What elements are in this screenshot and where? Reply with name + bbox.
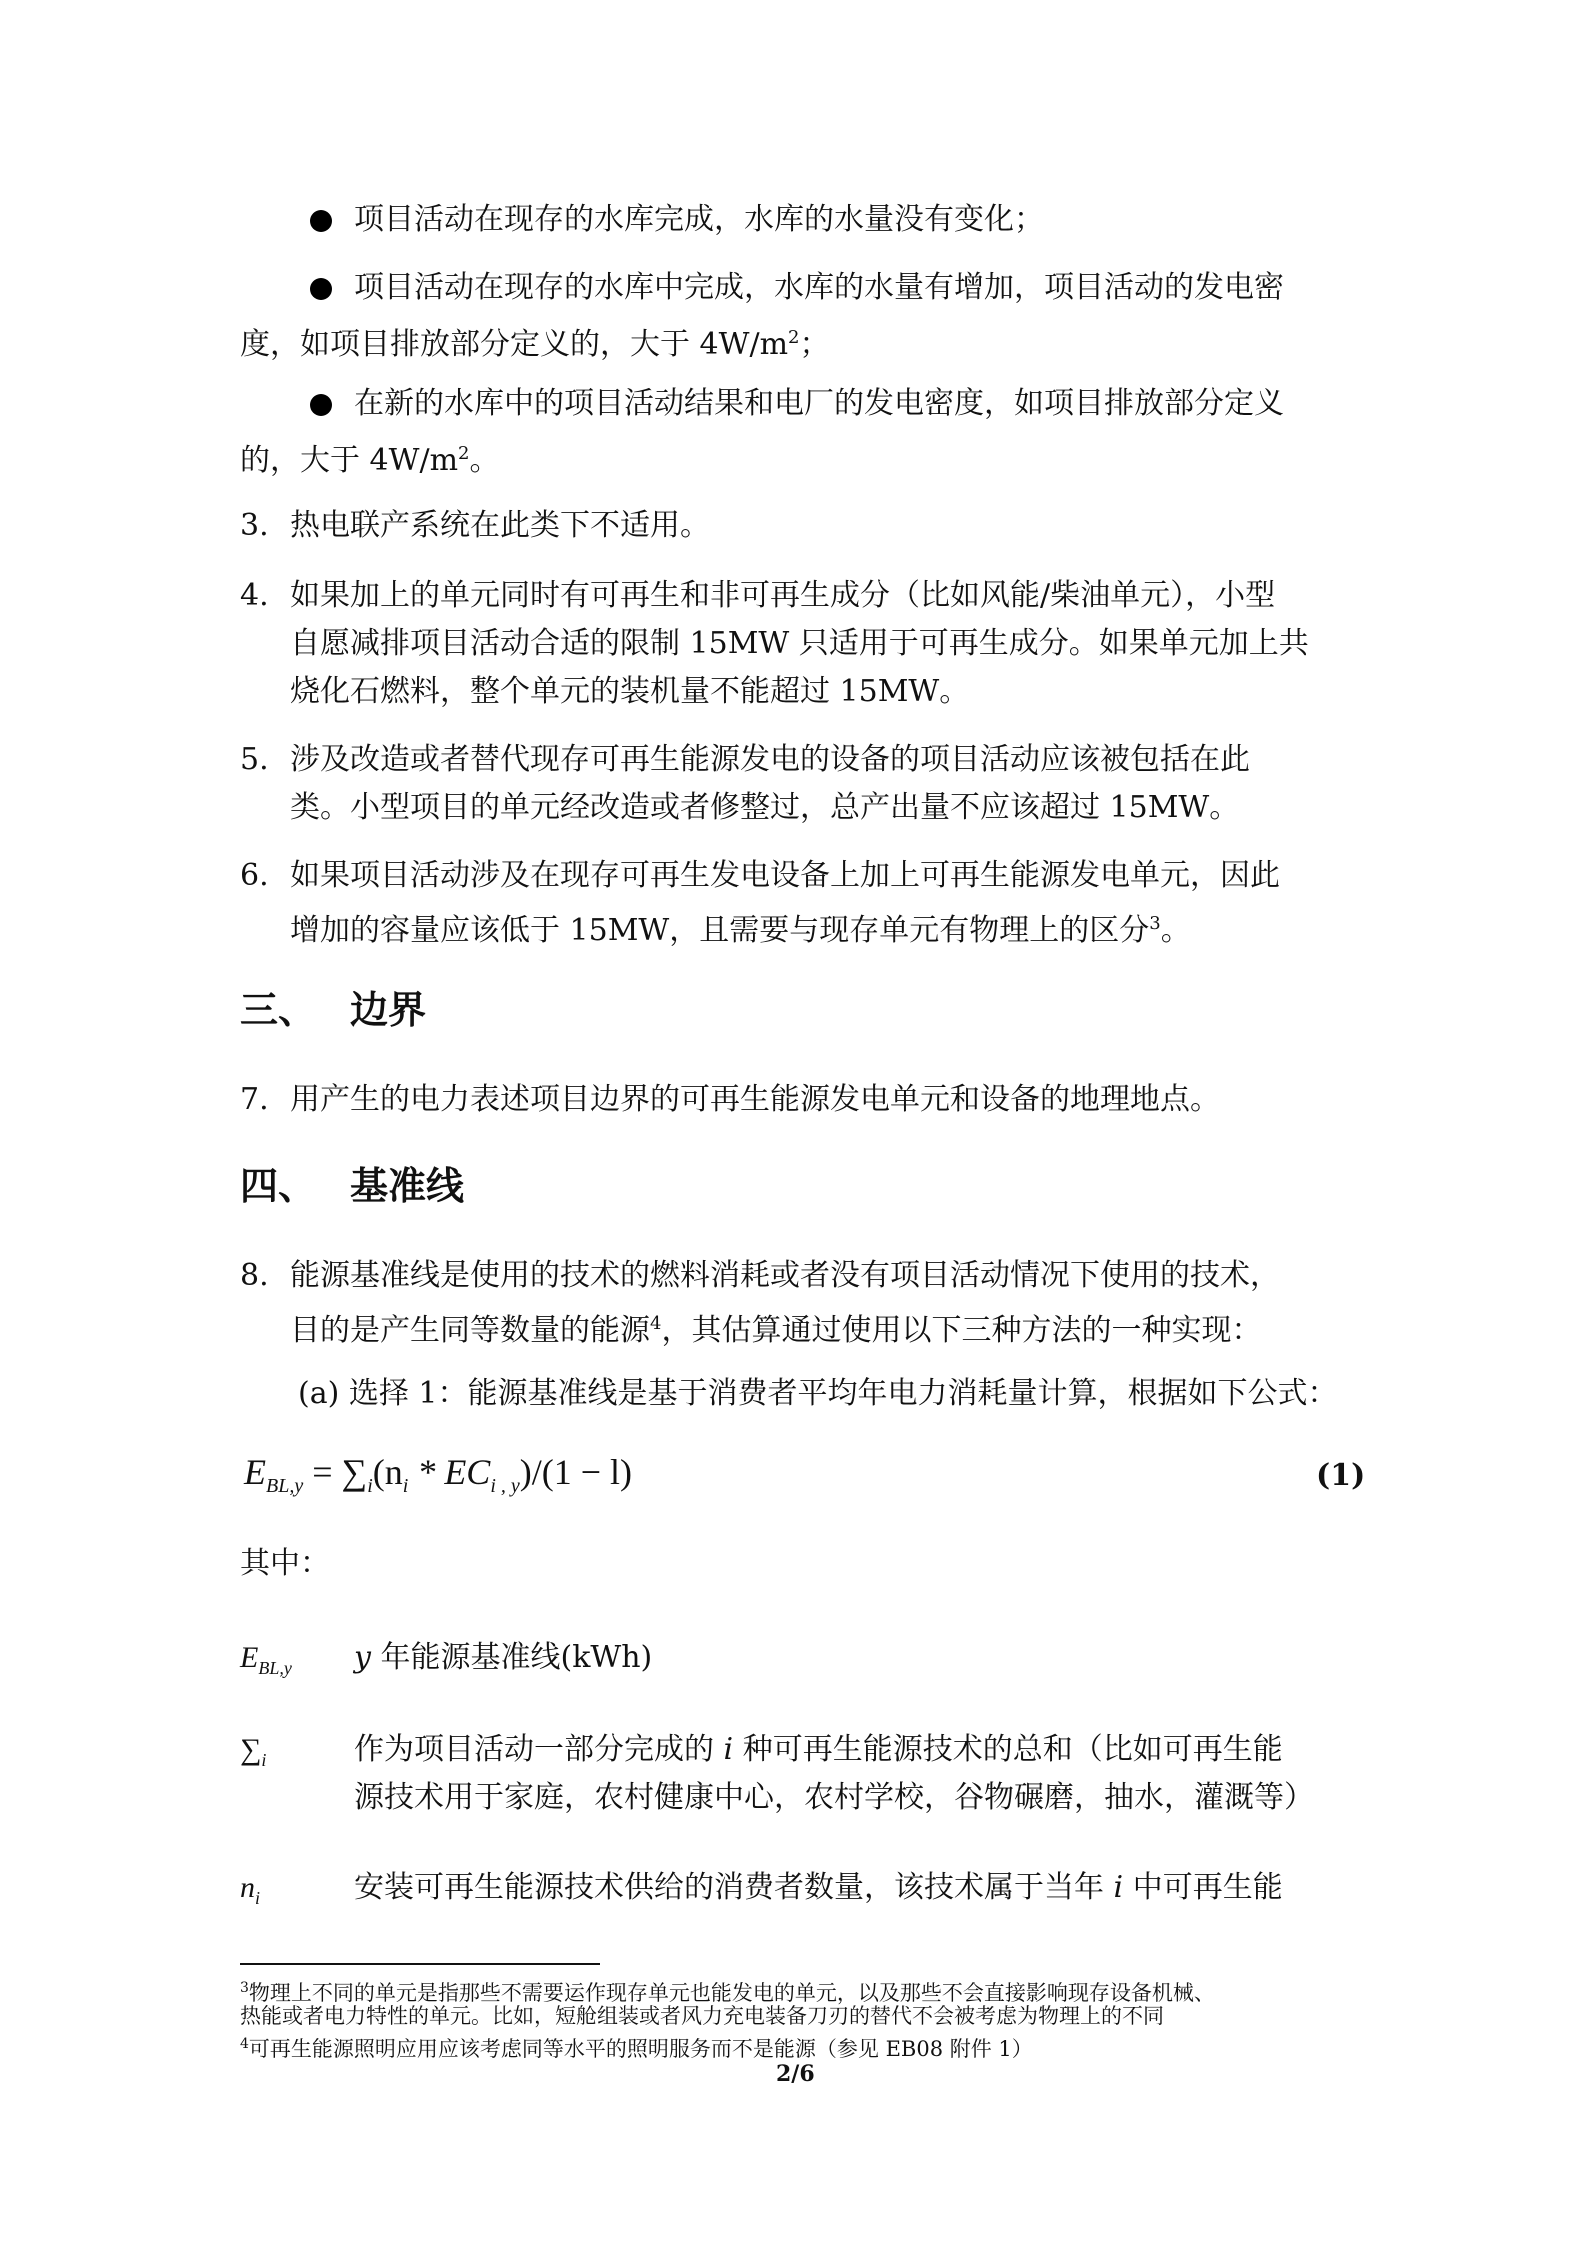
section-title: 边界 — [350, 987, 427, 1032]
item-6-line-2 — [290, 904, 1191, 951]
italic-var: y — [354, 1640, 371, 1675]
section-heading-baseline — [240, 1162, 464, 1210]
item-number: 7. — [240, 1082, 269, 1117]
item-number: 8. — [240, 1258, 269, 1293]
item-4-line-1: 如果加上的单元同时有可再生和非可再生成分（比如风能/柴油单元），小型 — [290, 578, 1276, 613]
definition-1-text — [354, 1638, 652, 1678]
italic-var: i — [723, 1732, 734, 1767]
item-number: 6. — [240, 858, 269, 893]
bullet-icon — [310, 210, 332, 232]
definition-3-line-1 — [354, 1868, 1283, 1908]
bullet-3-text: 的，大于 4W/m — [240, 443, 459, 478]
definition-symbol — [240, 1730, 266, 1780]
item-3-line-1: 热电联产系统在此类下不适用。 — [290, 508, 710, 543]
definition-2-desc-cont: 种可再生能源技术的总和（比如可再生能 — [733, 1732, 1283, 1767]
formula-ec: * EC — [408, 1452, 491, 1492]
definition-1-desc: 年能源基准线(kWh) — [370, 1640, 653, 1675]
definition-2-line-1 — [354, 1730, 1283, 1770]
formula-lhs-sub: BL,y — [266, 1475, 304, 1498]
item-8-text-cont: ，其估算通过使用以下三种方法的一种实现： — [661, 1313, 1262, 1348]
definition-3-desc: 安装可再生能源技术供给的消费者数量，该技术属于当年 — [354, 1870, 1114, 1905]
where-label: 其中： — [240, 1546, 330, 1581]
symbol-sub: i — [261, 1750, 267, 1770]
item-8-text: 目的是产生同等数量的能源 — [290, 1313, 650, 1348]
symbol-sub: BL,y — [258, 1658, 292, 1678]
footnote-4 — [240, 2030, 1033, 2063]
item-5-line-1: 涉及改造或者替代现存可再生能源发电的设备的项目活动应该被包括在此 — [290, 742, 1250, 777]
footnote-ref: 3 — [1149, 913, 1161, 934]
footnote-marker: 4 — [240, 2036, 249, 2052]
bullet-3-line-2 — [240, 434, 499, 481]
formula-ec-sub: i , y — [490, 1475, 520, 1498]
symbol-main: E — [240, 1641, 259, 1674]
bullet-2-line-1: 项目活动在现存的水库中完成，水库的水量有增加，项目活动的发电密 — [354, 270, 1284, 305]
section-title: 基准线 — [350, 1163, 465, 1208]
item-number: 5. — [240, 742, 269, 777]
italic-var: i — [1113, 1870, 1124, 1905]
item-4-line-3: 烧化石燃料，整个单元的装机量不能超过 15MW。 — [290, 674, 970, 709]
option-a: (a) 选择 1：能源基准线是基于消费者平均年电力消耗量计算，根据如下公式： — [298, 1376, 1338, 1411]
bullet-3-punct: 。 — [469, 443, 500, 478]
bullet-2-line-2 — [240, 318, 829, 365]
item-number: 4. — [240, 578, 269, 613]
item-8-line-2 — [290, 1304, 1261, 1351]
footnote-3-text: 物理上不同的单元是指那些不需要运作现存单元也能发电的单元，以及那些不会直接影响现存设备机械、 — [248, 1981, 1215, 2005]
footnote-marker: 3 — [240, 1980, 249, 1996]
formula-sum-sub: i — [367, 1475, 373, 1498]
item-6-text: 增加的容量应该低于 15MW，且需要与现存单元有物理上的区分 — [290, 913, 1150, 948]
item-4-line-2: 自愿减排项目活动合适的限制 15MW 只适用于可再生成分。如果单元加上共 — [290, 626, 1309, 661]
bullet-1-line-1: 项目活动在现存的水库完成，水库的水量没有变化； — [354, 202, 1044, 237]
definition-2-desc: 作为项目活动一部分完成的 — [354, 1732, 724, 1767]
bullet-2-punct: ； — [799, 327, 830, 362]
page-number: 2/6 — [776, 2061, 815, 2087]
footnote-ref: 4 — [650, 1313, 662, 1334]
formula-lhs: E — [244, 1452, 266, 1492]
definition-symbol — [240, 1868, 260, 1918]
item-number: 3. — [240, 508, 269, 543]
formula-n-sub: i — [402, 1475, 409, 1498]
item-6-punct: 。 — [1160, 913, 1191, 948]
formula-n: (n — [372, 1452, 403, 1492]
footnote-divider — [240, 1963, 600, 1965]
section-number: 三、 — [240, 987, 317, 1032]
formula-close: )/(1 − l) — [519, 1452, 633, 1492]
bullet-2-text: 度，如项目排放部分定义的，大于 4W/m — [240, 327, 789, 362]
footnote-3-line-2: 热能或者电力特性的单元。比如，短舱组装或者风力充电装备刀刃的替代不会被考虑为物理上的不同 — [240, 2004, 1164, 2028]
symbol-main: ∑ — [240, 1733, 262, 1766]
formula-sum: = ∑ — [303, 1452, 368, 1492]
symbol-main: n — [240, 1871, 255, 1904]
definition-3-desc-cont: 中可再生能 — [1123, 1870, 1283, 1905]
definition-2-line-2: 源技术用于家庭，农村健康中心，农村学校，谷物碾磨，抽水，灌溉等） — [354, 1780, 1314, 1815]
definition-symbol — [240, 1638, 292, 1688]
section-number: 四、 — [240, 1163, 317, 1208]
footnote-4-text: 可再生能源照明应用应该考虑同等水平的照明服务而不是能源（参见 EB08 附件 1） — [248, 2037, 1033, 2061]
section-heading-boundary — [240, 986, 426, 1034]
item-5-line-2: 类。小型项目的单元经改造或者修整过，总产出量不应该超过 15MW。 — [290, 790, 1240, 825]
item-7-text: 用产生的电力表述项目边界的可再生能源发电单元和设备的地理地点。 — [290, 1082, 1220, 1117]
superscript: 2 — [788, 327, 800, 348]
item-8-line-1: 能源基准线是使用的技术的燃料消耗或者没有项目活动情况下使用的技术， — [290, 1258, 1280, 1293]
item-6-line-1: 如果项目活动涉及在现存可再生发电设备上加上可再生能源发电单元，因此 — [290, 858, 1280, 893]
equation-number: (1) — [1316, 1458, 1366, 1493]
formula-energy-baseline — [244, 1448, 632, 1510]
superscript: 2 — [458, 443, 470, 464]
symbol-sub: i — [255, 1888, 261, 1908]
bullet-icon — [310, 394, 332, 416]
bullet-icon — [310, 278, 332, 300]
bullet-3-line-1: 在新的水库中的项目活动结果和电厂的发电密度，如项目排放部分定义 — [354, 386, 1284, 421]
